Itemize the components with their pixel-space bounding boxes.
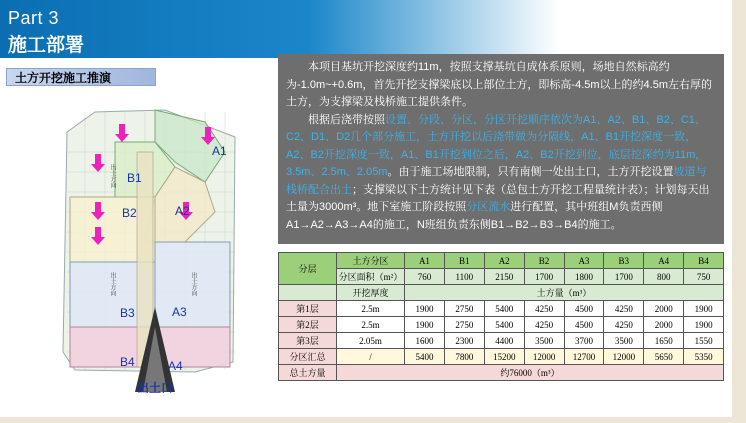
table-cell: 5400 — [484, 317, 524, 333]
table-cell: 3500 — [604, 333, 644, 349]
road-label-2: 出土方向 — [109, 272, 115, 296]
table-cell: 4250 — [604, 301, 644, 317]
table-cell: 4250 — [604, 317, 644, 333]
table-thickness: 2.5m — [337, 301, 405, 317]
table-cell: 1900 — [684, 301, 724, 317]
table-cell: 2750 — [444, 317, 484, 333]
table-zone: A2 — [484, 253, 524, 269]
table-area: 1700 — [604, 269, 644, 285]
table-cell: 5400 — [484, 301, 524, 317]
table-zone: B4 — [684, 253, 724, 269]
table-zone: A4 — [644, 253, 684, 269]
table-summary-cell: 12700 — [564, 349, 604, 365]
table-cell: 2000 — [644, 301, 684, 317]
table-zone: A3 — [564, 253, 604, 269]
table-zone: B2 — [524, 253, 564, 269]
table-area: 750 — [684, 269, 724, 285]
description-box — [278, 54, 724, 244]
table-area: 1100 — [444, 269, 484, 285]
table-zone: A1 — [405, 253, 445, 269]
slide-frame-bottom — [0, 417, 746, 423]
header — [0, 0, 746, 58]
page-title: 施工部署 — [8, 35, 85, 56]
table-layer: 第1层 — [279, 301, 337, 317]
zone-label-b4: B4 — [120, 355, 135, 369]
table-summary-cell: 5650 — [644, 349, 684, 365]
table-summary-row — [279, 349, 724, 365]
table-total-value: 约76000（m³） — [337, 365, 724, 381]
desc-text-a: 根据后浇带按照 — [308, 113, 385, 126]
table-cell: 2750 — [444, 301, 484, 317]
table-summary-cell: 5350 — [684, 349, 724, 365]
exit-label: 出土口 — [136, 381, 174, 395]
table-summary-cell: 5400 — [405, 349, 445, 365]
table-cell: 3500 — [524, 333, 564, 349]
road-label-1: 出土方向 — [109, 164, 115, 188]
table-area: 1700 — [524, 269, 564, 285]
part-label: Part 3 — [8, 8, 60, 28]
table-cell: 4250 — [524, 317, 564, 333]
zone-label-b1: B1 — [127, 171, 142, 185]
table-area: 800 — [644, 269, 684, 285]
table-layer: 第3层 — [279, 333, 337, 349]
table-volume-header: 土方量（m³） — [405, 285, 724, 301]
zone-label-a2: A2 — [175, 204, 190, 218]
table-cell: 1550 — [684, 333, 724, 349]
road-label-3: 出土方向 — [190, 272, 196, 296]
zone-label-b2: B2 — [122, 206, 137, 220]
table-cell: 4500 — [564, 301, 604, 317]
desc-highlight-1: 设置、分段、分区，分区开挖顺序依次为A1、A2、B1、B2、C1、C2、D1、D2几个部分施工，土方开挖以后浇带做为分隔线，A1、B1开挖深度一致，A2、B2开挖深度一致，A1、B1开挖到位之后，A2、B2开挖到位，底层挖深约为11m，3.5m、2.5m、2.05m — [286, 113, 707, 178]
table-cell: 2300 — [444, 333, 484, 349]
table-row — [279, 301, 724, 317]
table-thickness: 2.05m — [337, 333, 405, 349]
table-cell: 4500 — [564, 317, 604, 333]
table-row — [279, 317, 724, 333]
slide-frame-right — [732, 0, 746, 423]
table-cell: 1650 — [644, 333, 684, 349]
zone-label-b3: B3 — [120, 306, 135, 320]
description-paragraph-1: 本项目基坑开挖深度约11m，按照支撑基坑自成体系原则，场地自然标高约为-1.0m~+0.6m，首先开挖支撑梁底以上部位土方，即标高-4.5m以上的约4.5m左右厚的土方，为支撑梁及栈桥施工提供条件。 — [286, 61, 712, 108]
table-summary-cell: 15200 — [484, 349, 524, 365]
table-area: 760 — [405, 269, 445, 285]
table-cell: 1900 — [684, 317, 724, 333]
table-cell: 2000 — [644, 317, 684, 333]
table-cell: 1600 — [405, 333, 445, 349]
table-zone: B1 — [444, 253, 484, 269]
table-cell: 4400 — [484, 333, 524, 349]
table-thickness-header: 开挖厚度 — [337, 285, 405, 301]
table-zone: B3 — [604, 253, 644, 269]
site-plan-drawing — [55, 92, 240, 397]
section-title: 土方开挖施工推演 — [6, 68, 156, 86]
table-layer: 第2层 — [279, 317, 337, 333]
desc-text-c: ；支撑梁以下土方统计见下表（总包土方开挖工程量统计表）；计划每天出土量为3000m³。地下室施工阶段按照 — [286, 183, 710, 213]
table-area: 2150 — [484, 269, 524, 285]
table-total-row — [279, 365, 724, 381]
table-row — [279, 333, 724, 349]
earthwork-table — [278, 252, 724, 381]
table-thickness: 2.5m — [337, 317, 405, 333]
zone-label-a3: A3 — [172, 305, 187, 319]
table-area-header: 分区面积（m²） — [337, 269, 405, 285]
zone-label-a4: A4 — [168, 359, 183, 373]
site-plan — [55, 92, 240, 397]
table-summary-label: 分区汇总 — [279, 349, 337, 365]
table-cell: 1900 — [405, 317, 445, 333]
table-total-label: 总土方量 — [279, 365, 337, 381]
zone-label-a1: A1 — [212, 144, 227, 158]
earthwork-table-wrap — [278, 252, 724, 400]
table-cell: 1900 — [405, 301, 445, 317]
table-cell: 3700 — [564, 333, 604, 349]
table-summary-cell: 12000 — [524, 349, 564, 365]
desc-highlight-3: 分区流水 — [466, 201, 511, 213]
table-summary-thickness: / — [337, 349, 405, 365]
table-summary-cell: 12000 — [604, 349, 644, 365]
table-layer-header: 分层 — [279, 253, 337, 285]
desc-text-d: 进行配置，其中班组M负责西侧A1→A2→A3→A4的施工，N班组负责东侧B1→B2→B3→B4的施工。 — [286, 201, 663, 231]
table-zone-header: 土方分区 — [337, 253, 405, 269]
table-cell: 4250 — [524, 301, 564, 317]
desc-text-b: 。由于施工场地限制，只有南侧一处出土口，土方开挖设置 — [387, 166, 674, 178]
table-blank-cell — [279, 285, 337, 301]
desc-highlight-2: 坡道与栈桥配合出土 — [286, 166, 707, 196]
table-summary-cell: 7800 — [444, 349, 484, 365]
description-paragraph-2 — [286, 112, 716, 235]
table-area: 1800 — [564, 269, 604, 285]
